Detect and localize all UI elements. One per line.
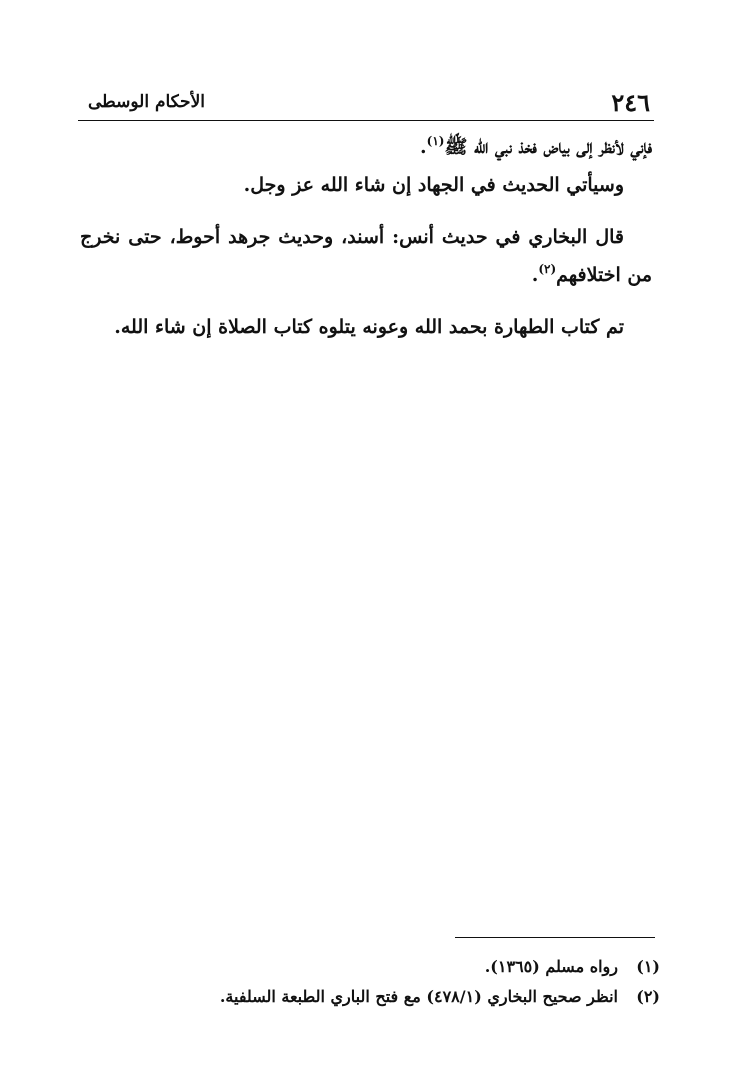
page-number: ٢٤٦ — [611, 88, 650, 117]
footnote-item — [100, 982, 660, 1012]
footnote-marker: (٢) — [636, 987, 660, 1006]
paragraph-text: تم كتاب الطهارة بحمد الله وعونه يتلوه كتاب الصلاة إن شاء الله. — [114, 316, 624, 338]
paragraph — [80, 128, 652, 166]
footnote-reference: (٢) — [538, 262, 557, 276]
footnote-item — [100, 952, 660, 982]
footnote-separator — [455, 937, 655, 938]
paragraph — [80, 308, 652, 346]
footnote-reference: (١) — [426, 134, 445, 148]
footnote-text: انظر صحيح البخاري (٤٧٨/١) مع فتح الباري الطبعة السلفية. — [219, 987, 618, 1006]
paragraph — [80, 218, 652, 294]
paragraph — [80, 166, 652, 204]
running-title: الأحكام الوسطى — [88, 92, 205, 112]
paragraph-text: وسيأتي الحديث في الجهاد إن شاء الله عز وجل. — [243, 174, 624, 196]
body-text — [80, 128, 652, 346]
footnote-marker: (١) — [636, 957, 660, 976]
page-header — [78, 86, 654, 121]
footnote-text: رواه مسلم (١٣٦٥). — [484, 957, 618, 976]
paragraph-text: قال البخاري في حديث أنس: أسند، وحديث جرهد أحوط، حتى نخرج من اختلافهم — [80, 226, 652, 286]
paragraph-text: فإني لأنظر إلى بياض فخذ نبي الله ﷺ — [444, 136, 652, 158]
paragraph-tail: . — [531, 264, 539, 286]
paragraph-tail: . — [420, 136, 427, 158]
footnotes — [100, 952, 660, 1012]
